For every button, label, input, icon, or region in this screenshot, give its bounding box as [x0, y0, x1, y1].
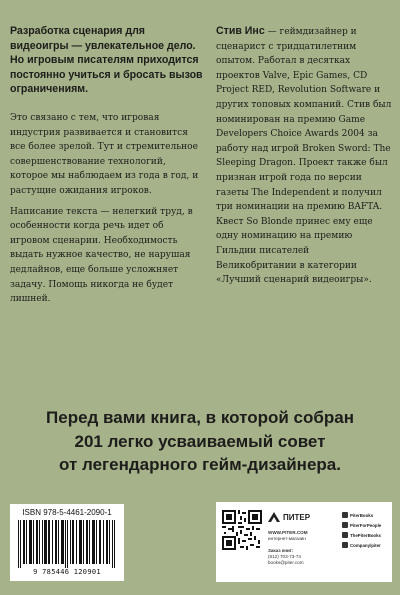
piter-logo-icon [268, 512, 280, 522]
tagline-line-1: Перед вами книга, в которой собран [46, 408, 354, 427]
facebook-icon [342, 522, 348, 528]
qr-code-icon [222, 510, 262, 550]
order-phone: (812) 703-73-74 [268, 554, 301, 559]
social-item[interactable] [342, 540, 390, 550]
instagram-icon [342, 532, 348, 538]
linkedin-icon [342, 542, 348, 548]
publisher-logo [268, 512, 310, 522]
social-item[interactable] [342, 530, 390, 540]
barcode-label [10, 504, 124, 581]
social-links [342, 510, 390, 550]
order-email: books@piter.com [268, 560, 304, 565]
barcode-icon [18, 520, 116, 568]
description-paragraph-2: Написание текста — нелегкий труд, в особенности когда речь идет об игровом сценарии. Необходимость выдать нужное качество, не нарушая дедлайнов, еще больше усложняет задачу. Помощь никогда не будет лишней. [10, 206, 193, 305]
social-label: PiterBooks [350, 512, 374, 518]
tagline [0, 406, 400, 477]
social-item[interactable] [342, 510, 390, 520]
website: WWW.PITER.COM [268, 530, 308, 535]
barcode-digits: 9 785446 120901 [33, 568, 101, 576]
vk-icon [342, 512, 348, 518]
website-block [268, 530, 308, 542]
lead-paragraph: Разработка сценария для видеоигры — увлекательное дело. Но игровым писателям приходится постоянно учиться и бросать вызов ограничениям. [10, 25, 203, 96]
social-label: PiterForPeople [350, 522, 382, 528]
author-bio-text: — геймдизайнер и сценарист с тридцатилетним опытом. Работал в десятках проектов Valve, Epic Games, CD Project RED, Revolution Software и других топовых компаний. Стив был номинирован на премию Game Developers Choice Awards 2004 за работу над игрой Broken Sword: The Sleeping Dragon. Проект также был признан игрой года по версии газеты The Independent и получил три номинации на премию BAFTA. Квест So Blonde принес ему еще одну номинацию на премию Гильдии писателей Великобритании в категории «Лучший сценарий видеоигры». [216, 27, 392, 286]
tagline-line-3: от легендарного гейм-дизайнера. [59, 455, 341, 474]
author-bio [216, 24, 392, 288]
isbn-number: ISBN 978-5-4461-2090-1 [22, 508, 112, 517]
author-bio-paragraph [216, 24, 392, 288]
social-label: ThePiterBooks [350, 532, 381, 538]
order-label: Заказ книг: [268, 548, 294, 553]
order-block [268, 548, 304, 566]
publisher-info [216, 502, 392, 582]
tagline-line-2: 201 легко усваиваемый совет [74, 431, 326, 451]
description-paragraph-1: Это связано с тем, что игровая индустрия развивается и становится все более зрелой. Тут и стремительное совершенствование технологий, которое мы наблюдаем из года в год, и растущие ожидания игроков. [10, 112, 199, 196]
publisher-name: ПИТЕР [283, 512, 311, 522]
website-caption: интернет-магазин [268, 536, 306, 541]
social-label: Company/piter [350, 542, 381, 548]
social-item[interactable] [342, 520, 390, 530]
author-name: Стив Инс [216, 25, 265, 37]
left-column [10, 24, 206, 313]
